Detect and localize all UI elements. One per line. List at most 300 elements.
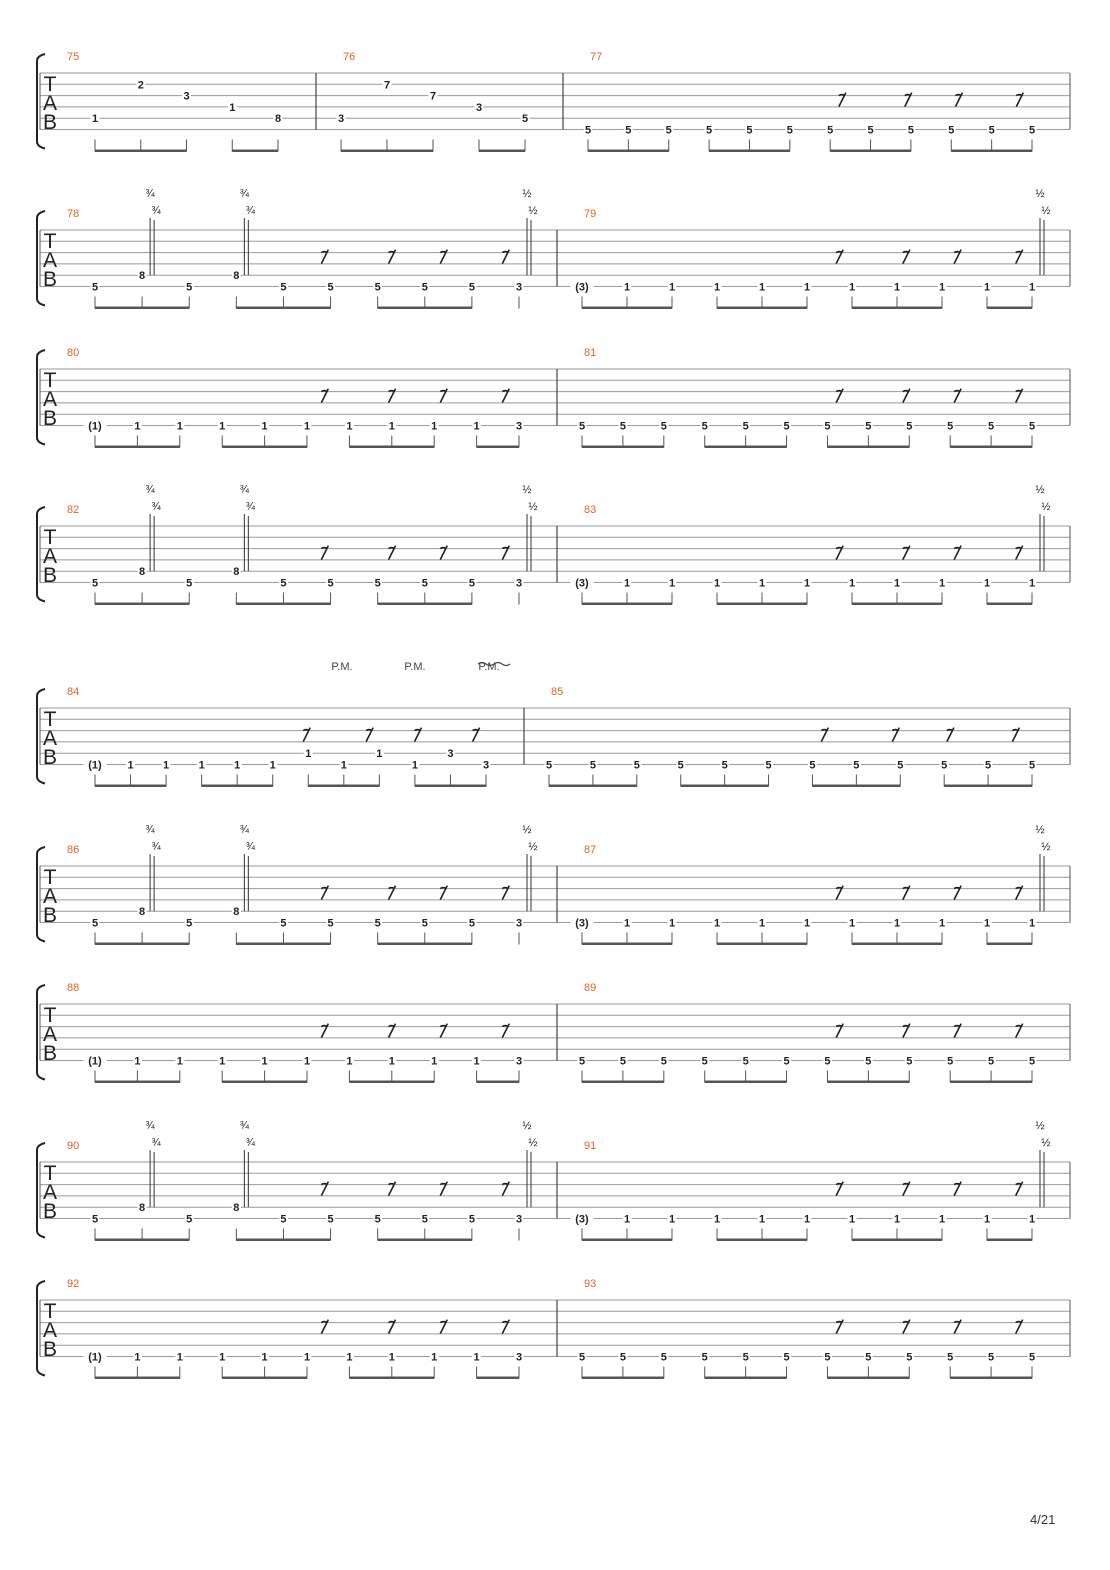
- bend-amount-small: ¾: [245, 501, 255, 513]
- beam: [95, 603, 189, 606]
- rest-mark: [389, 250, 396, 264]
- fret-number: 5: [701, 1351, 708, 1364]
- rest-mark: [954, 250, 961, 264]
- rest-mark: [954, 1182, 961, 1196]
- beam: [709, 150, 790, 153]
- rest-mark: [440, 389, 447, 403]
- bend-amount-small: ½: [528, 1137, 538, 1149]
- fret-number: 5: [280, 281, 287, 294]
- beam: [222, 446, 307, 449]
- fret-number: 5: [988, 420, 995, 433]
- fret-number: 1: [803, 577, 811, 590]
- tab-clef-letter: T: [43, 369, 57, 392]
- rest-mark: [892, 728, 899, 742]
- system-bracket-bottom: [37, 438, 45, 445]
- fret-number: 1: [983, 917, 991, 930]
- fret-number: 5: [91, 577, 99, 590]
- bend-amount: ½: [522, 188, 532, 200]
- measure-number: 75: [67, 51, 80, 63]
- fret-number: 5: [468, 577, 475, 590]
- fret-number: 5: [824, 1351, 831, 1364]
- system-bracket-top: [37, 507, 45, 514]
- beam: [236, 1239, 330, 1242]
- bend-amount-small: ½: [1041, 501, 1051, 513]
- fret-number: 5: [619, 1351, 626, 1364]
- fret-number: 1: [176, 420, 183, 433]
- fret-number: 1: [713, 281, 721, 294]
- fret-number: 5: [584, 124, 592, 137]
- beam: [582, 1081, 664, 1084]
- measure-number: 85: [551, 686, 564, 698]
- beam: [830, 150, 911, 153]
- fret-number: 5: [186, 917, 193, 930]
- rest-mark: [903, 886, 910, 900]
- tab-clef-letter: B: [42, 1338, 58, 1361]
- fret-number: 3: [515, 281, 523, 294]
- fret-number: 5: [783, 1351, 790, 1364]
- tab-clef-letter: A: [42, 727, 58, 750]
- fret-number: 5: [746, 124, 753, 137]
- rest-mark: [473, 728, 480, 742]
- rest-mark: [1016, 1024, 1023, 1038]
- system-bracket-top: [37, 350, 45, 357]
- fret-number: 5: [186, 577, 193, 590]
- rest-mark: [903, 1182, 910, 1196]
- system-bracket-bottom: [37, 142, 45, 149]
- rest-mark: [1016, 1182, 1023, 1196]
- bend-amount-small: ¾: [245, 1137, 255, 1149]
- rest-mark: [836, 546, 843, 560]
- fret-number: 1: [431, 1055, 438, 1068]
- bend-amount: ¾: [239, 1120, 249, 1132]
- fret-number: 1: [938, 281, 946, 294]
- beam: [95, 150, 187, 153]
- tab-clef-letter: T: [43, 866, 57, 889]
- fret-number: 8: [233, 906, 240, 919]
- fret-number: 5: [327, 281, 334, 294]
- fret-number: 1: [219, 1055, 226, 1068]
- fret-number: 1: [91, 113, 99, 126]
- fret-number: 5: [701, 420, 708, 433]
- fret-number: 5: [865, 420, 872, 433]
- tab-clef-letter: B: [42, 268, 58, 291]
- bend-amount-small: ½: [1041, 1137, 1051, 1149]
- fret-number: 5: [578, 420, 586, 433]
- fret-number: 1: [431, 420, 438, 433]
- fret-number: 1: [893, 577, 901, 590]
- fret-number: 1: [1028, 1213, 1036, 1226]
- fret-number: 1: [668, 917, 676, 930]
- fret-number: 1: [303, 1351, 311, 1364]
- beam: [582, 1239, 672, 1242]
- rest-mark: [440, 546, 447, 560]
- beam: [95, 943, 189, 946]
- fret-number: 5: [1028, 759, 1036, 772]
- page-number: 4/21: [1030, 1512, 1056, 1527]
- fret-number: (1): [88, 1351, 102, 1364]
- tab-clef-letter: B: [42, 1042, 58, 1065]
- beam: [705, 1081, 787, 1084]
- beam: [95, 446, 180, 449]
- rest-mark: [389, 1024, 396, 1038]
- system-bracket-top: [37, 847, 45, 854]
- tab-clef-letter: B: [42, 564, 58, 587]
- bend-amount: ¾: [145, 824, 155, 836]
- fret-number: 5: [988, 1351, 995, 1364]
- beam: [582, 943, 672, 946]
- rest-mark: [905, 93, 912, 107]
- fret-number: 1: [758, 281, 766, 294]
- tab-clef-letter: A: [42, 388, 58, 411]
- fret-number: 5: [280, 577, 287, 590]
- fret-number: (3): [575, 917, 589, 930]
- rest-mark: [954, 389, 961, 403]
- bend-amount: ¾: [145, 484, 155, 496]
- rest-mark: [440, 1320, 447, 1334]
- fret-number: 5: [1028, 420, 1036, 433]
- measure-number: 91: [584, 1140, 597, 1152]
- tab-clef-letter: A: [42, 545, 58, 568]
- fret-number: 1: [261, 420, 268, 433]
- rest-mark: [903, 546, 910, 560]
- fret-number: 3: [515, 577, 523, 590]
- rest-mark: [502, 1024, 509, 1038]
- fret-number: 1: [803, 281, 811, 294]
- measure-number: 90: [67, 1140, 80, 1152]
- fret-number: 1: [848, 1213, 856, 1226]
- rest-mark: [389, 1182, 396, 1196]
- rest-mark: [415, 728, 422, 742]
- bend-amount: ¾: [239, 824, 249, 836]
- beam: [987, 943, 1032, 946]
- bend-amount-small: ¾: [151, 205, 161, 217]
- system-bracket-top: [37, 985, 45, 992]
- fret-number: 5: [665, 124, 672, 137]
- bend-amount-small: ¾: [151, 841, 161, 853]
- fret-number: 5: [742, 1055, 749, 1068]
- beam: [705, 446, 787, 449]
- beam: [378, 1239, 472, 1242]
- beam: [582, 603, 672, 606]
- bend-amount: ½: [1035, 824, 1045, 836]
- bend-amount: ½: [1035, 188, 1045, 200]
- fret-number: 5: [677, 759, 684, 772]
- tab-clef-letter: A: [42, 92, 58, 115]
- fret-number: 1: [229, 101, 236, 114]
- fret-number: 1: [340, 759, 347, 772]
- beam: [202, 785, 273, 788]
- beam: [415, 785, 486, 788]
- fret-number: 1: [388, 1351, 395, 1364]
- measure-number: 89: [584, 982, 597, 994]
- palm-mute-label: P.M.: [404, 661, 426, 673]
- fret-number: 5: [578, 1351, 586, 1364]
- fret-number: 1: [198, 759, 205, 772]
- fret-number: 1: [134, 1351, 141, 1364]
- fret-number: 1: [473, 420, 480, 433]
- system-bracket-top: [37, 1143, 45, 1150]
- rest-mark: [321, 886, 328, 900]
- beam: [232, 150, 278, 153]
- fret-number: 5: [1028, 1351, 1036, 1364]
- fret-number: 1: [1028, 917, 1036, 930]
- fret-number: 1: [234, 759, 241, 772]
- fret-number: 1: [983, 1213, 991, 1226]
- tab-clef-letter: T: [43, 230, 57, 253]
- system-bracket-bottom: [37, 595, 45, 602]
- beam: [95, 1377, 180, 1380]
- rest-mark: [366, 728, 373, 742]
- fret-number: 1: [983, 577, 991, 590]
- rest-mark: [321, 389, 328, 403]
- fret-number: 3: [337, 113, 345, 126]
- fret-number: 5: [1028, 124, 1036, 137]
- fret-number: 1: [848, 577, 856, 590]
- fret-number: 1: [303, 1055, 311, 1068]
- rest-mark: [502, 886, 509, 900]
- rest-mark: [321, 1024, 328, 1038]
- beam: [827, 1081, 909, 1084]
- system-bracket-bottom: [37, 935, 45, 942]
- rest-mark: [321, 1182, 328, 1196]
- bend-amount: ¾: [145, 188, 155, 200]
- fret-number: 7: [429, 90, 437, 103]
- bend-amount-small: ½: [528, 841, 538, 853]
- fret-number: 5: [947, 1351, 954, 1364]
- beam: [944, 785, 1032, 788]
- fret-number: 5: [867, 124, 874, 137]
- beam: [987, 307, 1032, 310]
- fret-number: 5: [91, 917, 99, 930]
- fret-number: 8: [233, 1202, 240, 1215]
- beam: [852, 307, 942, 310]
- rest-mark: [321, 1320, 328, 1334]
- beam: [222, 1081, 307, 1084]
- beam: [479, 150, 525, 153]
- rest-mark: [389, 1320, 396, 1334]
- bend-amount: ½: [1035, 484, 1045, 496]
- fret-number: 5: [327, 577, 334, 590]
- system-bracket-top: [37, 1281, 45, 1288]
- fret-number: 5: [865, 1055, 872, 1068]
- fret-number: 5: [765, 759, 772, 772]
- fret-number: 5: [545, 759, 553, 772]
- beam: [95, 307, 189, 310]
- measure-number: 88: [67, 982, 80, 994]
- fret-number: 5: [619, 420, 626, 433]
- fret-number: 8: [233, 566, 240, 579]
- beam: [477, 1377, 519, 1380]
- beam: [378, 943, 472, 946]
- fret-number: 8: [139, 270, 146, 283]
- rest-mark: [502, 546, 509, 560]
- fret-number: 5: [421, 281, 428, 294]
- fret-number: 5: [91, 281, 99, 294]
- fret-number: 8: [274, 113, 282, 126]
- fret-number: 5: [578, 1055, 586, 1068]
- fret-number: 1: [346, 1055, 353, 1068]
- bend-amount: ½: [522, 484, 532, 496]
- rest-mark: [954, 546, 961, 560]
- beam: [827, 446, 909, 449]
- beam: [378, 603, 472, 606]
- bend-amount-small: ¾: [151, 501, 161, 513]
- beam: [950, 446, 1032, 449]
- rest-mark: [1016, 886, 1023, 900]
- fret-number: 5: [186, 281, 193, 294]
- fret-number: 5: [701, 1055, 708, 1068]
- fret-number: 5: [625, 124, 632, 137]
- tab-clef-letter: A: [42, 1023, 58, 1046]
- fret-number: 5: [619, 1055, 626, 1068]
- tab-clef-letter: B: [42, 111, 58, 134]
- fret-number: 1: [388, 420, 395, 433]
- fret-number: 1: [219, 420, 226, 433]
- fret-number: 8: [139, 906, 146, 919]
- fret-number: 2: [137, 79, 144, 92]
- fret-number: 5: [941, 759, 948, 772]
- rest-mark: [821, 728, 828, 742]
- system-bracket-top: [37, 689, 45, 696]
- beam: [812, 785, 900, 788]
- beam: [717, 1239, 807, 1242]
- bend-amount: ¾: [239, 188, 249, 200]
- beam: [378, 307, 472, 310]
- system-bracket-bottom: [37, 299, 45, 306]
- tab-clef-letter: A: [42, 1319, 58, 1342]
- beam: [827, 1377, 909, 1380]
- rest-mark: [903, 389, 910, 403]
- fret-number: 8: [139, 1202, 146, 1215]
- system-bracket-top: [37, 211, 45, 218]
- fret-number: 1: [431, 1351, 438, 1364]
- fret-number: 5: [633, 759, 640, 772]
- beam: [582, 307, 672, 310]
- fret-number: 1: [668, 1213, 676, 1226]
- rest-mark: [1016, 546, 1023, 560]
- fret-number: 1: [219, 1351, 226, 1364]
- rest-mark: [954, 1320, 961, 1334]
- fret-number: 3: [515, 1351, 523, 1364]
- bend-amount: ½: [522, 1120, 532, 1132]
- fret-number: (1): [88, 420, 102, 433]
- tab-clef-letter: T: [43, 526, 57, 549]
- beam: [950, 1377, 1032, 1380]
- fret-number: 1: [713, 577, 721, 590]
- tab-clef-letter: T: [43, 1004, 57, 1027]
- rest-mark: [954, 1024, 961, 1038]
- fret-number: 5: [985, 759, 992, 772]
- fret-number: (3): [575, 281, 589, 294]
- bend-amount-small: ¾: [245, 841, 255, 853]
- fret-number: 1: [388, 1055, 395, 1068]
- rest-mark: [440, 886, 447, 900]
- fret-number: 1: [803, 917, 811, 930]
- beam: [349, 1377, 434, 1380]
- bend-amount: ¾: [239, 484, 249, 496]
- rest-mark: [440, 1024, 447, 1038]
- fret-number: 5: [327, 917, 334, 930]
- rest-mark: [836, 1182, 843, 1196]
- fret-number: 5: [280, 1213, 287, 1226]
- fret-number: 1: [713, 917, 721, 930]
- beam: [717, 603, 807, 606]
- system-bracket-bottom: [37, 1073, 45, 1080]
- fret-number: 5: [865, 1351, 872, 1364]
- fret-number: 1: [758, 917, 766, 930]
- fret-number: 1: [938, 917, 946, 930]
- fret-number: (3): [575, 577, 589, 590]
- fret-number: 3: [515, 420, 523, 433]
- measure-number: 82: [67, 504, 80, 516]
- measure-number: 93: [584, 1278, 597, 1290]
- beam: [705, 1377, 787, 1380]
- fret-number: 1: [623, 577, 631, 590]
- fret-number: 1: [668, 577, 676, 590]
- bend-amount: ½: [1035, 1120, 1045, 1132]
- beam: [236, 603, 330, 606]
- fret-number: 5: [186, 1213, 193, 1226]
- fret-number: 1: [346, 1351, 353, 1364]
- bend-amount: ½: [522, 824, 532, 836]
- fret-number: 1: [127, 759, 134, 772]
- beam: [951, 150, 1032, 153]
- palm-mute-label: P.M.: [478, 661, 500, 673]
- beam: [477, 1081, 519, 1084]
- rest-mark: [440, 1182, 447, 1196]
- fret-number: 1: [473, 1055, 480, 1068]
- measure-number: 76: [343, 51, 356, 63]
- fret-number: 5: [468, 281, 475, 294]
- system-bracket-bottom: [37, 1231, 45, 1238]
- fret-number: 5: [468, 1213, 475, 1226]
- rest-mark: [836, 1320, 843, 1334]
- beam: [549, 785, 637, 788]
- beam: [852, 1239, 942, 1242]
- fret-number: 5: [988, 124, 995, 137]
- fret-number: 5: [374, 577, 381, 590]
- beam: [236, 307, 330, 310]
- beam: [852, 603, 942, 606]
- bend-amount: ¾: [145, 1120, 155, 1132]
- fret-number: 1: [758, 1213, 766, 1226]
- fret-number: 5: [521, 113, 529, 126]
- rest-mark: [836, 250, 843, 264]
- fret-number: 1: [303, 420, 311, 433]
- fret-number: 1: [893, 281, 901, 294]
- fret-number: 5: [421, 1213, 428, 1226]
- tab-clef-letter: B: [42, 904, 58, 927]
- fret-number: 5: [906, 420, 913, 433]
- fret-number: (3): [575, 1213, 589, 1226]
- fret-number: 5: [783, 420, 790, 433]
- fret-number: 5: [468, 917, 475, 930]
- fret-number: 3: [475, 101, 483, 114]
- fret-number: 5: [91, 1213, 99, 1226]
- rest-mark: [440, 250, 447, 264]
- fret-number: 8: [233, 270, 240, 283]
- fret-number: 5: [906, 1351, 913, 1364]
- rest-mark: [502, 389, 509, 403]
- measure-number: 78: [67, 208, 80, 220]
- beam: [222, 1377, 307, 1380]
- bend-amount-small: ½: [528, 205, 538, 217]
- fret-number: 5: [827, 124, 834, 137]
- fret-number: 1: [261, 1351, 268, 1364]
- fret-number: 1: [411, 759, 418, 772]
- beam: [582, 446, 664, 449]
- fret-number: 1: [848, 281, 856, 294]
